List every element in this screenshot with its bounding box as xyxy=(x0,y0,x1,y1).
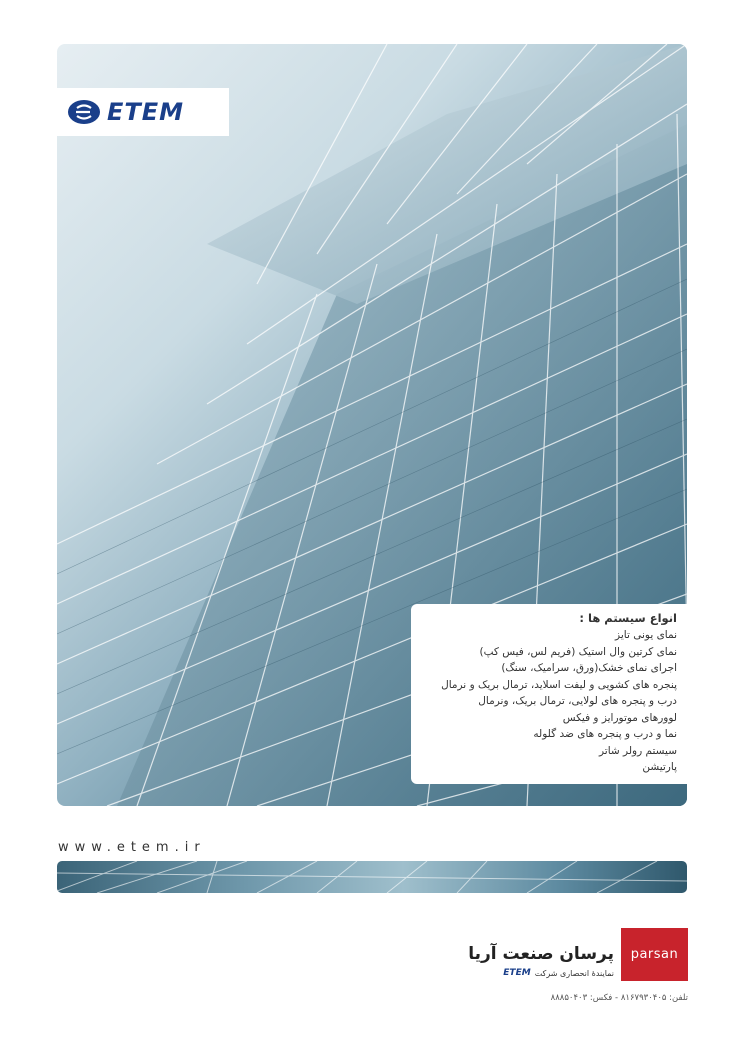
etem-e-icon xyxy=(67,99,101,125)
list-item: اجرای نمای خشک(ورق، سرامیک، سنگ) xyxy=(501,662,677,674)
parsan-logo: parsan xyxy=(621,928,688,981)
list-item: سیستم رولر شاتر xyxy=(598,744,677,757)
company-name: پرسان صنعت آریا xyxy=(468,944,614,964)
glass-strip-graphic xyxy=(57,861,687,893)
list-item: نمای کرتین وال استیک (فریم لس، فیس کپ) xyxy=(479,645,677,658)
company-subtitle xyxy=(503,968,614,978)
etem-logo-text: ETEM xyxy=(107,98,185,126)
systems-title: انواع سیستم ها : xyxy=(579,611,677,625)
company-subtitle-text: نمایندۀ انحصاری شرکت xyxy=(534,968,614,978)
list-item: درب و پنجره های لولایی، ترمال بریک، ونرمال xyxy=(478,695,677,707)
mini-etem-logo: ETEM xyxy=(503,968,531,978)
list-item: پارتیشن xyxy=(642,761,677,773)
list-item: پنجره های کشویی و لیفت اسلاید، ترمال بریک و نرمال xyxy=(441,678,677,691)
list-item: نمای یونی تایز xyxy=(615,629,677,641)
etem-logo xyxy=(57,88,229,136)
list-item: لوورهای موتورایز و فیکس xyxy=(562,711,677,724)
systems-panel xyxy=(411,604,687,784)
contact-info: تلفن: ۸۱۶۷۹۳۰۴۰۵ - فکس: ۸۸۸۵۰۴۰۳ xyxy=(550,993,688,1003)
systems-list xyxy=(421,627,677,776)
website-url[interactable]: www.etem.ir xyxy=(58,840,206,855)
list-item: نما و درب و پنجره های ضد گلوله xyxy=(533,728,677,740)
decorative-glass-strip xyxy=(57,861,687,893)
